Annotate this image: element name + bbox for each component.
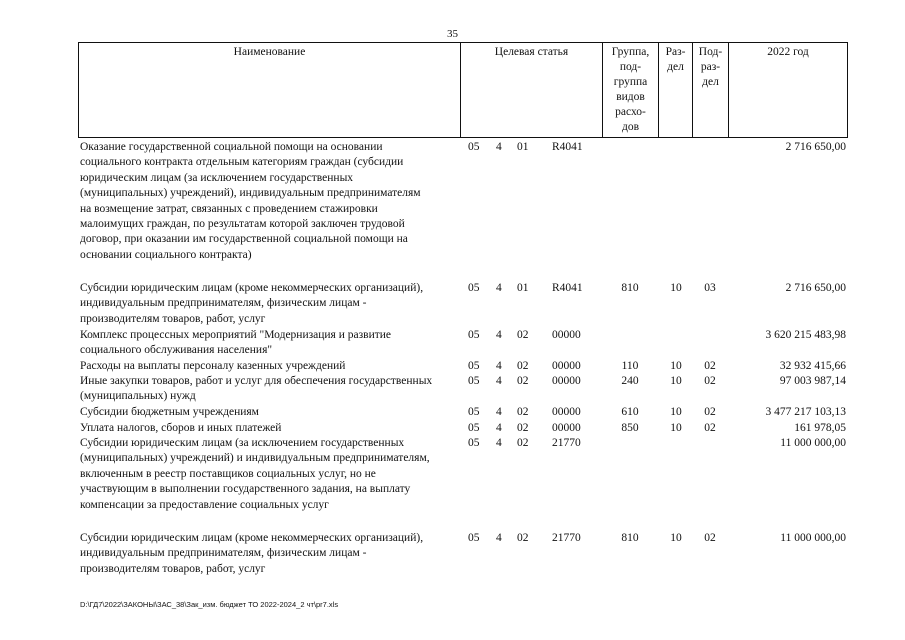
row-name: [80, 405, 458, 420]
header-subsection: [692, 42, 728, 138]
row-code-subprogram: 4: [496, 422, 502, 434]
row-name-line: договор, при оказании им государственной социальной помощи на: [80, 233, 408, 246]
header-subsection-line: Под-: [698, 46, 723, 58]
row-amount: 97 003 987,14: [779, 375, 846, 387]
row-subsection: 03: [704, 282, 716, 294]
row-code-direction: 00000: [552, 360, 581, 372]
row-code-program: 05: [468, 360, 480, 372]
row-name-line: производителям товаров, работ, услуг: [80, 312, 266, 325]
row-name-line: индивидуальным предпринимателям, физическим лицам -: [80, 547, 367, 560]
row-code-activity: 02: [517, 437, 529, 449]
row-name-line: Уплата налогов, сборов и иных платежей: [80, 422, 282, 434]
row-name: [80, 374, 458, 405]
row-amount: 161 978,05: [794, 422, 846, 434]
row-code-subprogram: 4: [496, 406, 502, 418]
row-section: 10: [670, 422, 682, 434]
header-name: Наименование: [78, 42, 460, 138]
row-subsection: 02: [704, 406, 716, 418]
header-group: [602, 42, 658, 138]
row-code-program: 05: [468, 532, 480, 544]
row-expense-group: 850: [621, 422, 639, 434]
row-name: [80, 281, 458, 327]
row-name-line: юридическим лицам (за исключением государственных: [80, 171, 354, 184]
row-code-program: 05: [468, 437, 480, 449]
row-code-direction: R4041: [552, 141, 583, 153]
row-name-line: (муниципальных) учреждений), индивидуальным предпринимателям: [80, 187, 421, 200]
row-expense-group: 610: [621, 406, 639, 418]
row-code-program: 05: [468, 141, 480, 153]
row-code-activity: 02: [517, 329, 529, 341]
header-subsection-line: дел: [702, 76, 719, 88]
row-name-line: индивидуальным предпринимателям, физическим лицам -: [80, 297, 367, 310]
header-group-line: расхо-: [615, 106, 646, 118]
row-code-program: 05: [468, 422, 480, 434]
row-name: [80, 359, 458, 374]
row-section: 10: [670, 406, 682, 418]
row-name: [80, 421, 458, 436]
row-section: 10: [670, 360, 682, 372]
row-amount: 32 932 415,66: [779, 360, 846, 372]
row-expense-group: 810: [621, 532, 639, 544]
row-name-line: Субсидии юридическим лицам (кроме некоммерческих организаций),: [80, 282, 424, 294]
row-code-activity: 02: [517, 375, 529, 387]
row-name-line: участвующим в выполнении государственного задания, на выплату: [80, 483, 411, 496]
header-group-line: дов: [621, 121, 640, 133]
row-code-subprogram: 4: [496, 282, 502, 294]
row-name: [80, 140, 458, 263]
row-code-subprogram: 4: [496, 360, 502, 372]
header-group-line: группа: [613, 76, 648, 88]
row-name-line: компенсации за предоставление социальных услуг: [80, 498, 329, 511]
row-amount: 11 000 000,00: [780, 437, 846, 449]
row-expense-group: 240: [621, 375, 639, 387]
row-code-program: 05: [468, 375, 480, 387]
row-section: 10: [670, 532, 682, 544]
row-code-program: 05: [468, 329, 480, 341]
row-code-direction: 00000: [552, 329, 581, 341]
header-section: [658, 42, 692, 138]
row-subsection: 02: [704, 422, 716, 434]
row-name-line: включенным в реестр поставщиков социальных услуг, но не: [80, 467, 376, 480]
row-code-activity: 01: [517, 282, 529, 294]
row-name-line: Комплекс процессных мероприятий "Модернизация и развитие: [80, 329, 392, 341]
row-code-activity: 02: [517, 532, 529, 544]
row-code-subprogram: 4: [496, 437, 502, 449]
row-subsection: 02: [704, 360, 716, 372]
row-amount: 11 000 000,00: [780, 532, 846, 544]
row-expense-group: 810: [621, 282, 639, 294]
header-group-line: Группа,: [611, 46, 650, 58]
row-amount: 3 620 215 483,98: [765, 329, 846, 341]
row-name-line: Иные закупки товаров, работ и услуг для обеспечения государственных: [80, 375, 433, 387]
row-code-direction: 00000: [552, 422, 581, 434]
header-section-line: Раз-: [665, 46, 686, 58]
row-code-subprogram: 4: [496, 532, 502, 544]
row-section: 10: [670, 282, 682, 294]
row-name-line: Субсидии бюджетным учреждениям: [80, 406, 259, 418]
row-code-activity: 02: [517, 406, 529, 418]
row-name-line: социального контракта отдельным категориям граждан (субсидии: [80, 156, 404, 169]
row-name: [80, 328, 458, 359]
row-name-line: Субсидии юридическим лицам (кроме некоммерческих организаций),: [80, 532, 424, 544]
row-subsection: 02: [704, 532, 716, 544]
file-path-footer: D:\ГД7\2022\ЗАКОНЫ\ЗАС_38\Зак_изм. бюджет ТО 2022-2024_2 чт\pr7.xls: [80, 600, 339, 609]
row-amount: 2 716 650,00: [785, 282, 846, 294]
row-expense-group: 110: [621, 360, 639, 372]
row-name-line: основании социального контракта): [80, 248, 252, 261]
page-number: 35: [447, 28, 458, 40]
row-code-activity: 02: [517, 422, 529, 434]
row-code-direction: 00000: [552, 406, 581, 418]
row-name-line: социального обслуживания населения": [80, 344, 273, 357]
header-subsection-line: раз-: [700, 61, 721, 73]
row-code-activity: 01: [517, 141, 529, 153]
row-code-direction: 21770: [552, 532, 581, 544]
header-section-line: дел: [667, 61, 684, 73]
row-name: [80, 436, 458, 513]
header-group-line: под-: [619, 61, 642, 73]
row-code-activity: 02: [517, 360, 529, 372]
row-code-direction: 21770: [552, 437, 581, 449]
row-section: 10: [670, 375, 682, 387]
row-code-subprogram: 4: [496, 329, 502, 341]
row-name-line: производителям товаров, работ, услуг: [80, 562, 266, 575]
header-year: 2022 год: [728, 42, 848, 138]
row-code-direction: 00000: [552, 375, 581, 387]
row-name-line: Субсидии юридическим лицам (за исключением государственных: [80, 437, 405, 449]
row-name: [80, 531, 458, 577]
row-code-program: 05: [468, 406, 480, 418]
row-code-subprogram: 4: [496, 375, 502, 387]
row-code-direction: R4041: [552, 282, 583, 294]
row-amount: 2 716 650,00: [785, 141, 846, 153]
header-group-line: видов: [616, 91, 645, 103]
row-code-program: 05: [468, 282, 480, 294]
row-name-line: Оказание государственной социальной помощи на основании: [80, 141, 383, 153]
row-amount: 3 477 217 103,13: [765, 406, 846, 418]
row-name-line: (муниципальных) учреждений) и индивидуальным предпринимателям,: [80, 452, 430, 465]
row-name-line: Расходы на выплаты персоналу казенных учреждений: [80, 360, 346, 372]
row-code-subprogram: 4: [496, 141, 502, 153]
row-name-line: (муниципальных) нужд: [80, 390, 196, 403]
row-name-line: на возмещение затрат, связанных с проведением стажировки: [80, 202, 378, 215]
header-target-article: Целевая статья: [460, 42, 602, 138]
row-subsection: 02: [704, 375, 716, 387]
row-name-line: малоимущих граждан, по результатам которой заключен трудовой: [80, 218, 405, 231]
